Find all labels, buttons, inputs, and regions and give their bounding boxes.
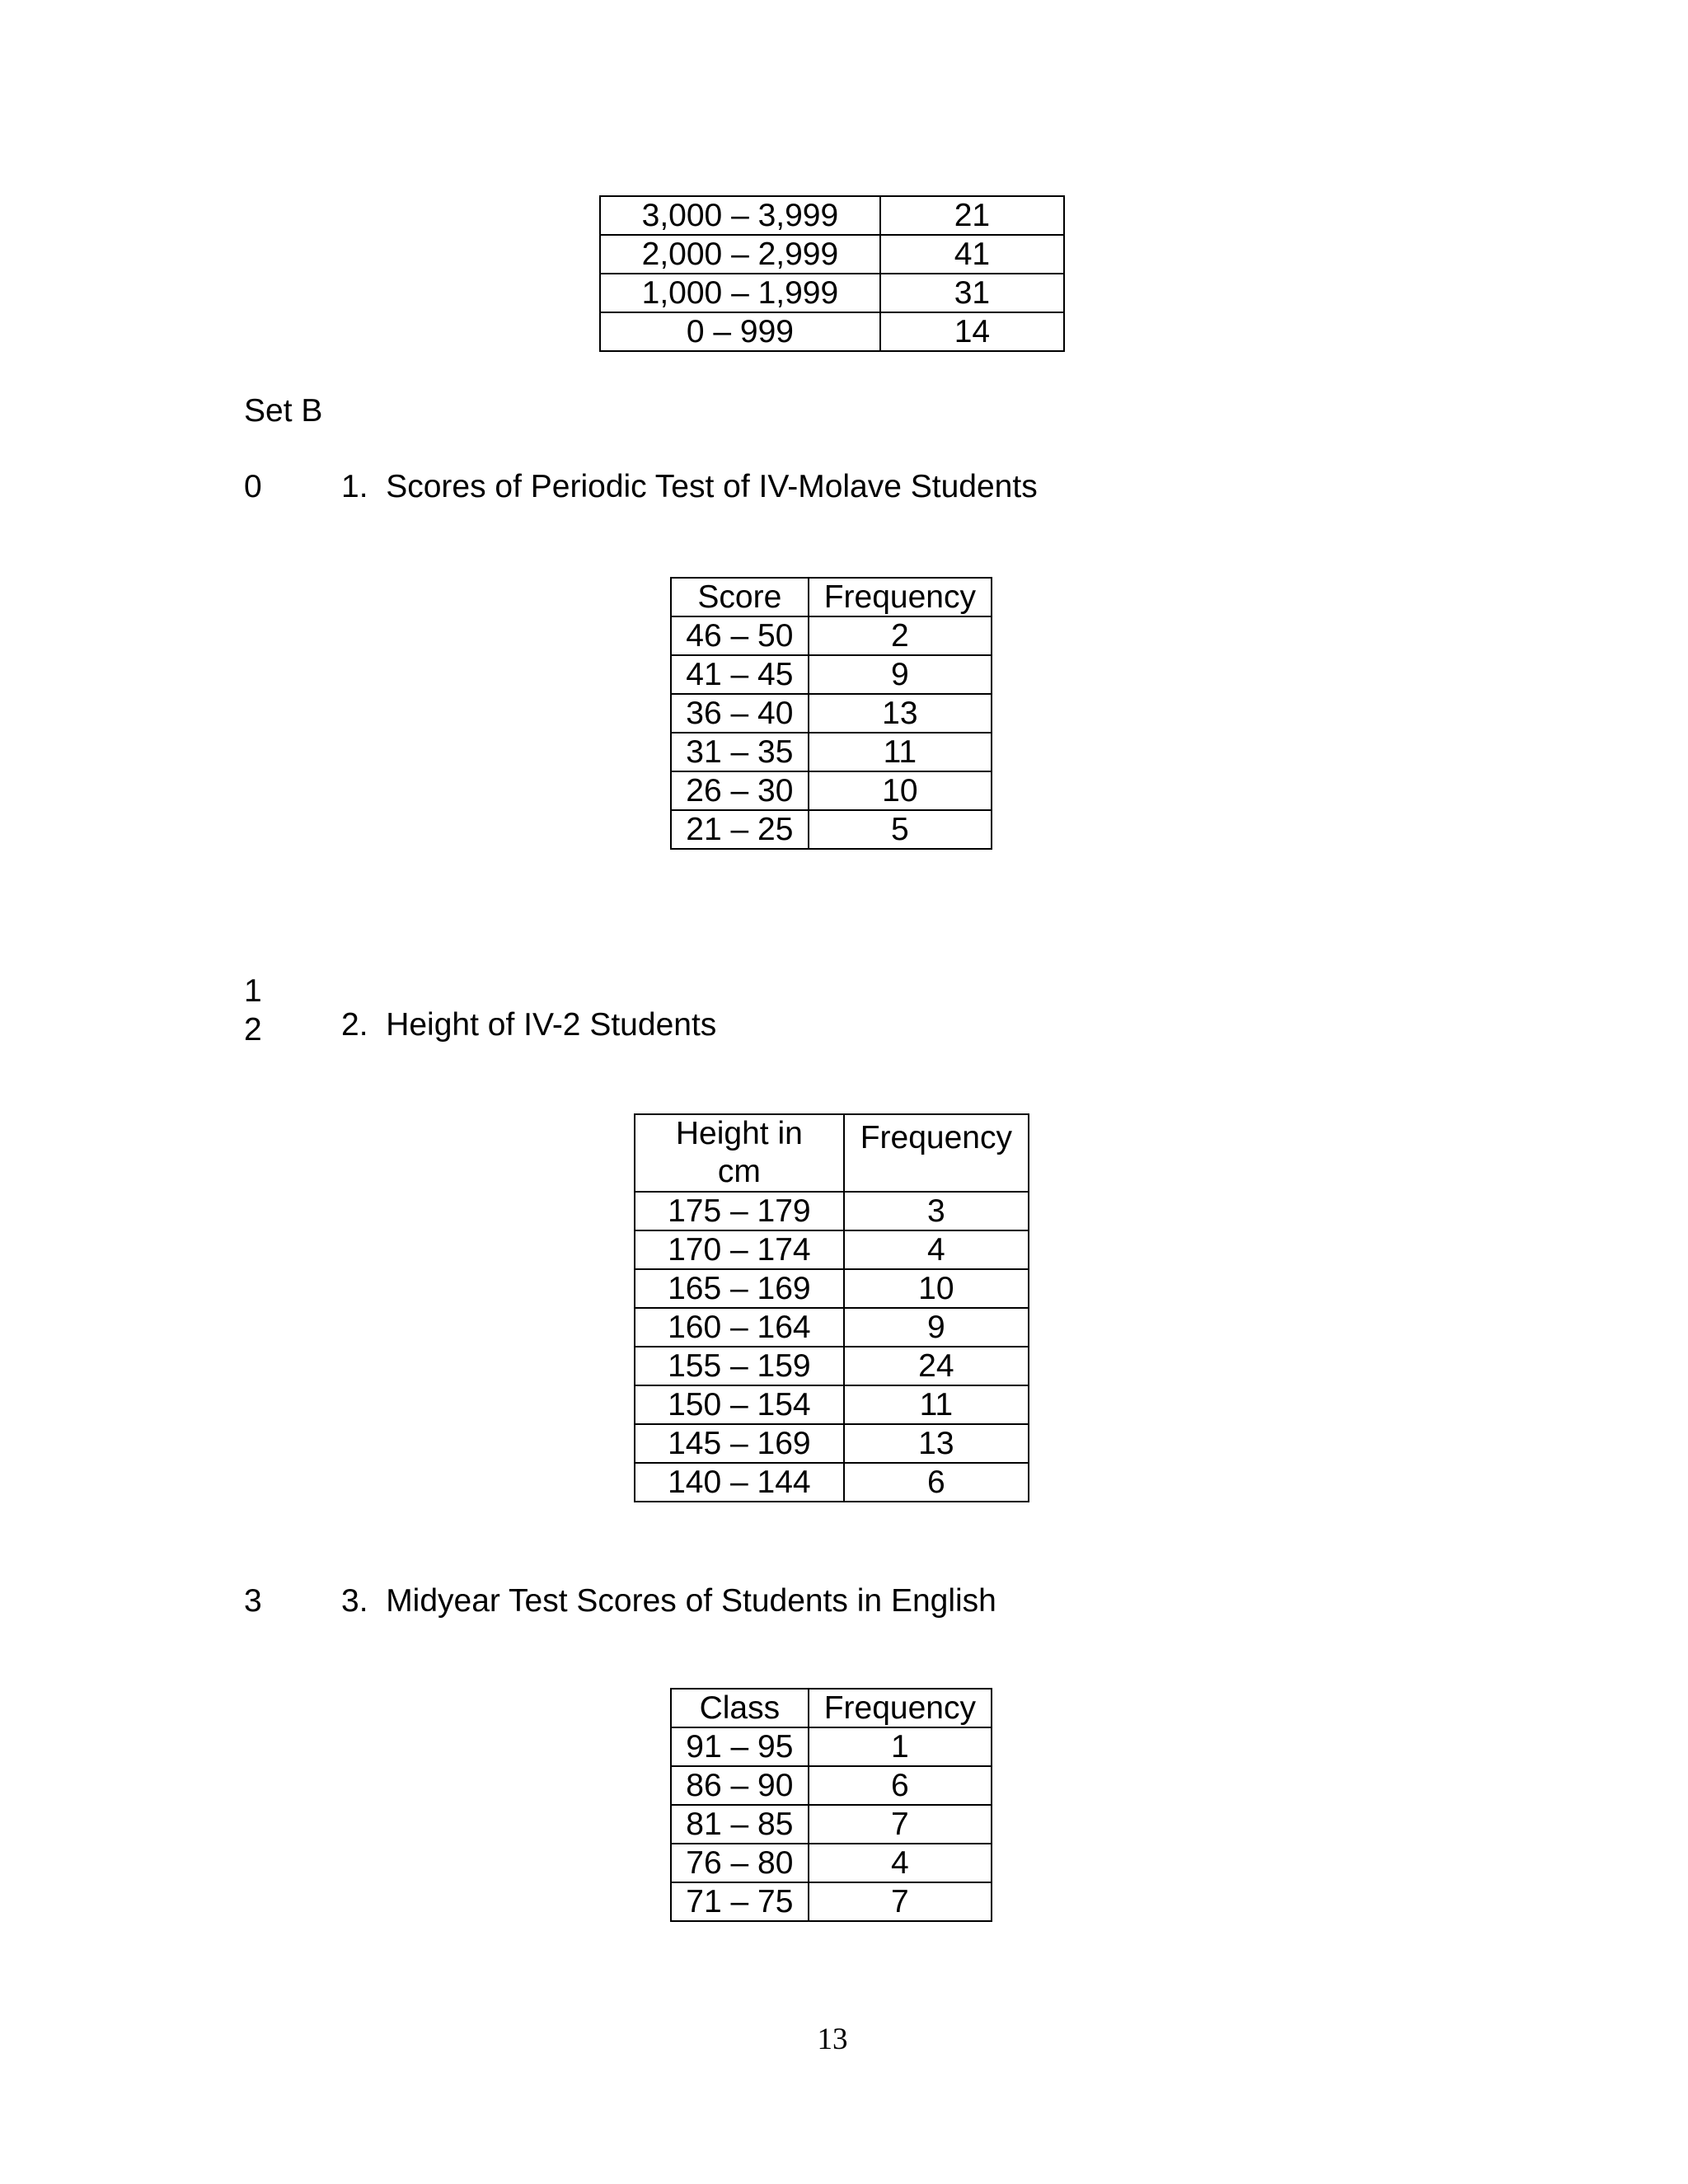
table-header-row: [671, 578, 992, 616]
column-header: Class: [671, 1689, 809, 1727]
table-cell: 6: [809, 1766, 992, 1805]
table-cell: 170 – 174: [635, 1230, 844, 1269]
column-header: Score: [671, 578, 809, 616]
table-cell: 1: [809, 1727, 992, 1766]
table-cell: 4: [844, 1230, 1029, 1269]
table-cell: 175 – 179: [635, 1192, 844, 1230]
table-row: [600, 312, 1064, 351]
table-cell: 0 – 999: [600, 312, 880, 351]
table-cell: 76 – 80: [671, 1844, 809, 1882]
table-row: [635, 1347, 1029, 1385]
problem-1-title: 1. Scores of Periodic Test of IV-Molave Students: [341, 469, 1038, 504]
table-cell: 4: [809, 1844, 992, 1882]
table-cell: 1,000 – 1,999: [600, 274, 880, 312]
table-row: [671, 616, 992, 655]
table-row: [671, 655, 992, 694]
table-cell: 31 – 35: [671, 733, 809, 771]
class-frequency-table: [670, 1688, 992, 1922]
table-row: [635, 1424, 1029, 1463]
table-cell: 155 – 159: [635, 1347, 844, 1385]
table-cell: 3,000 – 3,999: [600, 196, 880, 235]
table-cell: 160 – 164: [635, 1308, 844, 1347]
table-row: [635, 1192, 1029, 1230]
table-cell: 11: [844, 1385, 1029, 1424]
table-cell: 7: [809, 1805, 992, 1844]
table-row: [671, 1727, 992, 1766]
table-row: [635, 1385, 1029, 1424]
table-cell: 86 – 90: [671, 1766, 809, 1805]
table-header-row: [671, 1689, 992, 1727]
table-row: [671, 1766, 992, 1805]
table-cell: 13: [809, 694, 992, 733]
table-cell: 41: [880, 235, 1064, 274]
table-cell: 9: [809, 655, 992, 694]
margin-marker-3: 3: [244, 1583, 262, 1619]
table-cell: 21 – 25: [671, 810, 809, 849]
table-cell: 36 – 40: [671, 694, 809, 733]
table-cell: 2: [809, 616, 992, 655]
table-cell: 41 – 45: [671, 655, 809, 694]
table-cell: 3: [844, 1192, 1029, 1230]
table-cell: 5: [809, 810, 992, 849]
margin-marker-1: 0: [244, 469, 262, 504]
table-cell: 26 – 30: [671, 771, 809, 810]
table-cell: 11: [809, 733, 992, 771]
income-frequency-table: [599, 195, 1065, 352]
table-cell: 150 – 154: [635, 1385, 844, 1424]
table-row: [671, 1882, 992, 1921]
table-row: [671, 694, 992, 733]
table-cell: 13: [844, 1424, 1029, 1463]
table-row: [671, 810, 992, 849]
table-cell: 10: [809, 771, 992, 810]
table-row: [635, 1308, 1029, 1347]
table-header-row: [635, 1114, 1029, 1192]
table-cell: 81 – 85: [671, 1805, 809, 1844]
table-row: [671, 733, 992, 771]
column-header: Frequency: [844, 1114, 1029, 1192]
table-cell: 46 – 50: [671, 616, 809, 655]
column-header: Frequency: [809, 578, 992, 616]
table-cell: 14: [880, 312, 1064, 351]
table-cell: 24: [844, 1347, 1029, 1385]
table-cell: 71 – 75: [671, 1882, 809, 1921]
table-cell: 10: [844, 1269, 1029, 1308]
table-row: [635, 1230, 1029, 1269]
column-header: Frequency: [809, 1689, 992, 1727]
table-cell: 6: [844, 1463, 1029, 1502]
table-cell: 2,000 – 2,999: [600, 235, 880, 274]
table-cell: 31: [880, 274, 1064, 312]
table-row: [671, 771, 992, 810]
problem-2-title: 2. Height of IV-2 Students: [341, 1007, 717, 1043]
page-number: 13: [817, 2022, 848, 2056]
score-frequency-table: [670, 577, 992, 850]
table-cell: 145 – 169: [635, 1424, 844, 1463]
problem-3-title: 3. Midyear Test Scores of Students in English: [341, 1583, 996, 1619]
table-row: [600, 235, 1064, 274]
height-frequency-table: [634, 1113, 1029, 1502]
table-row: [600, 196, 1064, 235]
table-cell: 9: [844, 1308, 1029, 1347]
set-label: Set B: [244, 393, 323, 429]
column-header: Height in cm: [635, 1114, 844, 1192]
table-cell: 140 – 144: [635, 1463, 844, 1502]
table-row: [671, 1805, 992, 1844]
table-row: [635, 1463, 1029, 1502]
table-cell: 21: [880, 196, 1064, 235]
table-cell: 7: [809, 1882, 992, 1921]
margin-marker-2: 1 2: [244, 973, 262, 1047]
table-cell: 91 – 95: [671, 1727, 809, 1766]
table-row: [671, 1844, 992, 1882]
table-row: [600, 274, 1064, 312]
table-row: [635, 1269, 1029, 1308]
table-cell: 165 – 169: [635, 1269, 844, 1308]
